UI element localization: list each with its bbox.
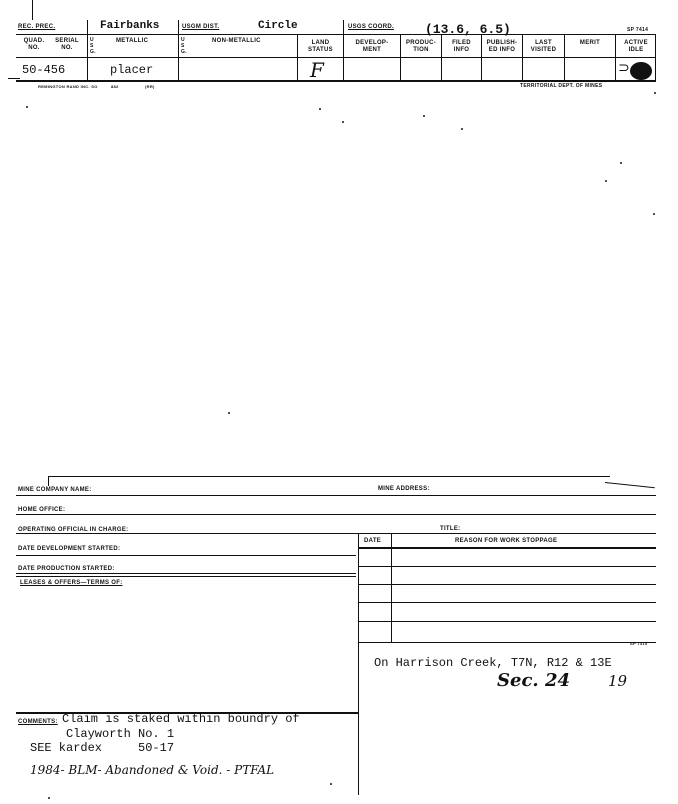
- usgs-nonmetallic-header: U S G.: [181, 37, 187, 55]
- last-visited-header: LAST VISITED: [530, 40, 557, 53]
- rule-company: [16, 495, 656, 496]
- production-header: PRODUC- TION: [405, 40, 437, 53]
- vline-date: [391, 533, 392, 643]
- comments-line-1: Claim is staked within boundry of: [62, 712, 300, 726]
- stoppage-row: [358, 566, 656, 567]
- stoppage-row: [358, 584, 656, 585]
- top-footer-mid2: (RR): [145, 84, 155, 89]
- home-office-label: HOME OFFICE:: [18, 507, 66, 513]
- hole-punch-mark: [630, 62, 652, 80]
- speck: [423, 115, 425, 117]
- check-mark: ⊃: [618, 60, 630, 76]
- rule-prod: [16, 573, 356, 574]
- card-corner-curl: [605, 482, 655, 488]
- top-footer-mid1: 882: [111, 84, 119, 89]
- top-rule-3: [16, 80, 656, 82]
- development-header: DEVELOP- MENT: [355, 40, 389, 53]
- comments-label: COMMENTS:: [18, 719, 58, 725]
- metallic-value: placer: [110, 63, 154, 77]
- location-text: On Harrison Creek, T7N, R12 & 13E: [374, 656, 612, 670]
- operating-official-label: OPERATING OFFICIAL IN CHARGE:: [18, 527, 129, 533]
- non-metallic-header: NON-METALLIC: [212, 38, 261, 44]
- usgs-coord-label: USGS COORD.: [348, 24, 394, 30]
- comments-handwritten: 1984- BLM- Abandoned & Void. - PTFAL: [30, 763, 275, 777]
- location-section-hand-2: 19: [608, 672, 628, 690]
- top-footer-right: TERRITORIAL DEPT. OF MINES: [520, 83, 603, 89]
- speck: [319, 108, 321, 110]
- stray-mark: [32, 0, 33, 20]
- rule-stoppage-header: [358, 547, 656, 549]
- serial-no-header: SERIAL NO.: [55, 38, 79, 51]
- published-info-header: PUBLISH- ED INFO: [486, 40, 518, 53]
- rule-prod-2: [16, 576, 356, 577]
- rule-dev: [16, 555, 356, 556]
- speck: [26, 106, 28, 108]
- top-form-number: SP 7414: [627, 27, 649, 33]
- vline-main: [358, 533, 359, 795]
- speck: [342, 121, 344, 123]
- location-section-hand: Sec. 24: [497, 670, 570, 691]
- speck: [605, 180, 607, 182]
- speck: [653, 213, 655, 215]
- land-status-header: LAND STATUS: [308, 40, 333, 53]
- rec-prec-value: Fairbanks: [100, 20, 160, 32]
- comments-line-2: Clayworth No. 1: [66, 727, 175, 741]
- date-development-label: DATE DEVELOPMENT STARTED:: [18, 546, 121, 552]
- rule-home-office: [16, 514, 656, 515]
- top-rule-1: [16, 34, 656, 35]
- merit-header: MERIT: [579, 40, 601, 46]
- usgm-dist-value: Circle: [258, 20, 298, 32]
- land-status-value: F: [310, 58, 324, 82]
- date-production-label: DATE PRODUCTION STARTED:: [18, 566, 115, 572]
- quad-no-header: QUAD. NO.: [23, 38, 45, 51]
- leases-label: LEASES & OFFERS—TERMS OF:: [20, 580, 123, 586]
- active-idle-header: ACTIVE IDLE: [624, 40, 648, 53]
- bottom-form-number: SP 7415: [630, 641, 648, 646]
- title-label: TITLE:: [440, 526, 461, 532]
- speck: [620, 162, 622, 164]
- mine-company-name-label: MINE COMPANY NAME:: [18, 487, 92, 493]
- mine-address-label: MINE ADDRESS:: [378, 486, 430, 492]
- usgs-metallic-header: U S G.: [90, 37, 96, 55]
- quad-value: 50-456: [22, 63, 66, 77]
- vline: [178, 20, 179, 80]
- comments-line-3: SEE kardex 50-17: [30, 741, 175, 755]
- rec-prec-label: REC. PREC.: [18, 24, 56, 30]
- speck: [228, 412, 230, 414]
- usgm-dist-label: USGM DIST.: [182, 24, 220, 30]
- speck: [48, 797, 50, 799]
- top-rule-2: [16, 57, 656, 58]
- reason-label: REASON FOR WORK STOPPAGE: [455, 538, 558, 544]
- speck: [654, 92, 656, 94]
- stoppage-row: [358, 621, 656, 622]
- card-edge-tick: [48, 476, 49, 486]
- card-top-edge: [48, 476, 610, 477]
- metallic-header: METALLIC: [116, 38, 149, 44]
- usgs-coord-value: (13.6, 6.5): [425, 22, 511, 37]
- vline: [87, 20, 88, 80]
- rule-official: [16, 533, 656, 534]
- speck: [461, 128, 463, 130]
- stoppage-row: [358, 602, 656, 603]
- quad-underline: [8, 78, 20, 79]
- date-label: DATE: [364, 538, 382, 544]
- speck: [330, 783, 332, 785]
- filed-info-header: FILED INFO: [452, 40, 471, 53]
- top-footer-left: REMINGTON RAND INC. SO: [38, 84, 98, 89]
- stoppage-row: [358, 642, 656, 643]
